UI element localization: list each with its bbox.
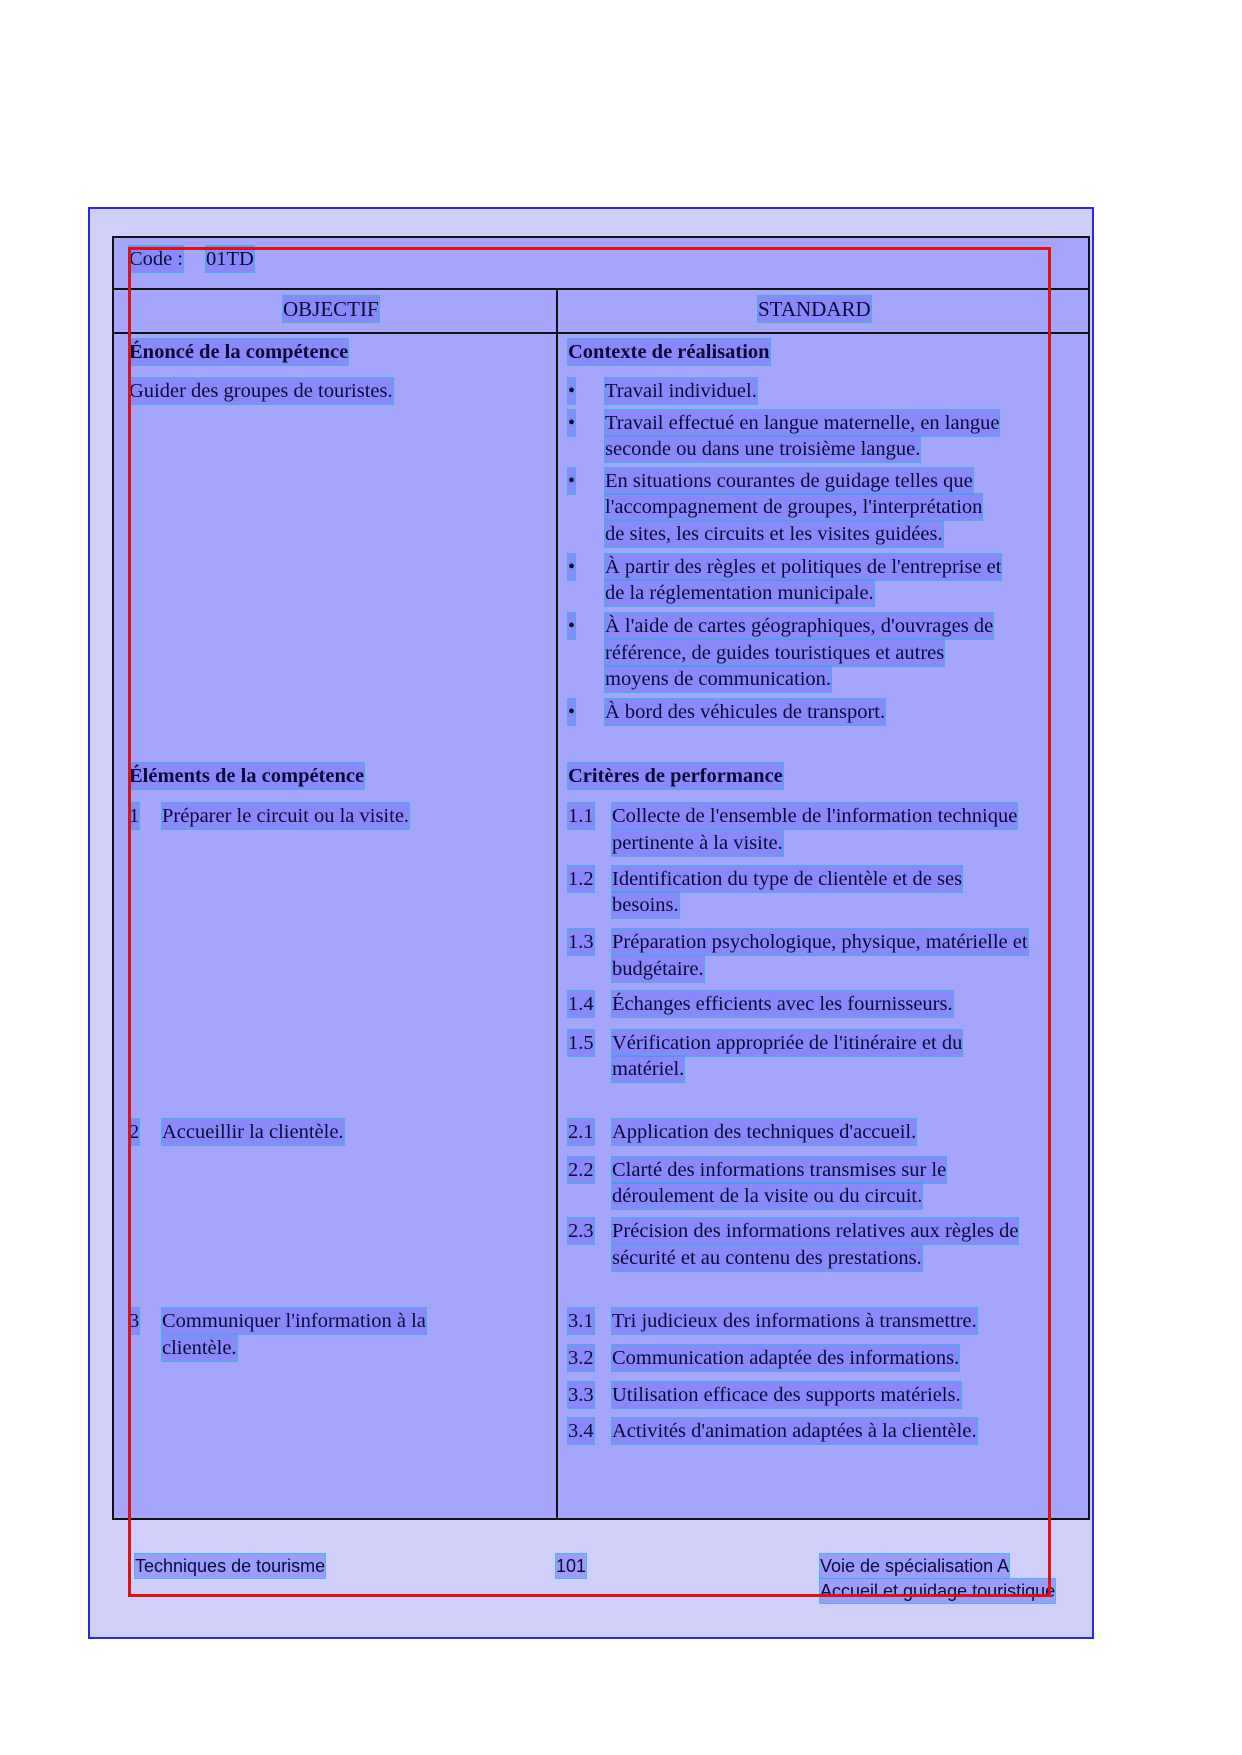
criteres-title: Critères de performance: [568, 765, 783, 787]
element-number: 3: [129, 1310, 140, 1332]
contexte-item: En situations courantes de guidage telles que: [605, 470, 973, 492]
critere-number: 1.5: [568, 1032, 594, 1054]
footer-page-number: 101: [556, 1556, 587, 1576]
critere-text: Activités d'animation adaptées à la clientèle.: [612, 1420, 977, 1442]
critere-number: 2.2: [568, 1159, 594, 1181]
bullet-icon: •: [568, 412, 576, 434]
header-divider: [114, 288, 1088, 290]
critere-number: 2.3: [568, 1220, 594, 1242]
element-text: Communiquer l'information à la: [162, 1310, 426, 1332]
contexte-item: Travail individuel.: [605, 380, 757, 402]
contexte-item: l'accompagnement de groupes, l'interprétation: [605, 496, 983, 518]
footer-program: Techniques de tourisme: [135, 1556, 326, 1576]
contexte-title: Contexte de réalisation: [568, 341, 770, 363]
critere-text: Clarté des informations transmises sur le: [612, 1159, 947, 1181]
critere-number: 1.1: [568, 805, 594, 827]
contexte-item: moyens de communication.: [605, 668, 832, 690]
critere-number: 2.1: [568, 1121, 594, 1143]
critere-text: Précision des informations relatives aux règles de: [612, 1220, 1019, 1242]
critere-text: Communication adaptée des informations.: [612, 1347, 960, 1369]
critere-text: Identification du type de clientèle et de ses: [612, 868, 963, 890]
element-text: clientèle.: [162, 1337, 237, 1359]
critere-text: Application des techniques d'accueil.: [612, 1121, 917, 1143]
critere-text: Tri judicieux des informations à transmettre.: [612, 1310, 977, 1332]
critere-text: pertinente à la visite.: [612, 832, 783, 854]
footer-specialisation: Voie de spécialisation A: [820, 1556, 1010, 1576]
critere-number: 1.4: [568, 993, 594, 1015]
critere-text: déroulement de la visite ou du circuit.: [612, 1185, 923, 1207]
contexte-item: À bord des véhicules de transport.: [605, 701, 886, 723]
critere-number: 3.2: [568, 1347, 594, 1369]
elements-title: Éléments de la compétence: [129, 765, 365, 787]
column-header-objectif: OBJECTIF: [283, 297, 379, 321]
element-text: Préparer le circuit ou la visite.: [162, 805, 410, 827]
enonce-title: Énoncé de la compétence: [129, 341, 349, 363]
critere-text: Collecte de l'ensemble de l'information technique: [612, 805, 1018, 827]
contexte-item: de la réglementation municipale.: [605, 582, 874, 604]
critere-text: budgétaire.: [612, 958, 704, 980]
element-text: Accueillir la clientèle.: [162, 1121, 344, 1143]
bullet-icon: •: [568, 615, 576, 637]
column-header-standard: STANDARD: [758, 297, 871, 321]
critere-text: matériel.: [612, 1058, 685, 1080]
contexte-item: À l'aide de cartes géographiques, d'ouvrages de: [605, 615, 994, 637]
column-header-divider: [114, 332, 1088, 334]
contexte-item: Travail effectué en langue maternelle, en langue: [605, 412, 1000, 434]
bullet-icon: •: [568, 701, 576, 723]
column-divider: [556, 288, 558, 1518]
bullet-icon: •: [568, 556, 576, 578]
critere-text: besoins.: [612, 894, 679, 916]
code-label: Code :: [129, 248, 184, 270]
critere-text: Échanges efficients avec les fournisseurs.: [612, 993, 953, 1015]
code-value: 01TD: [206, 248, 254, 270]
enonce-text: Guider des groupes de touristes.: [129, 380, 393, 402]
critere-text: Vérification appropriée de l'itinéraire et du: [612, 1032, 963, 1054]
critere-number: 3.4: [568, 1420, 594, 1442]
element-number: 1: [129, 805, 140, 827]
critere-text: Utilisation efficace des supports matériels.: [612, 1384, 961, 1406]
contexte-item: de sites, les circuits et les visites guidées.: [605, 523, 943, 545]
bullet-icon: •: [568, 470, 576, 492]
contexte-item: seconde ou dans une troisième langue.: [605, 438, 921, 460]
contexte-item: référence, de guides touristiques et autres: [605, 642, 945, 664]
critere-number: 1.2: [568, 868, 594, 890]
critere-number: 3.3: [568, 1384, 594, 1406]
critere-number: 1.3: [568, 931, 594, 953]
footer-specialisation-name: Accueil et guidage touristique: [820, 1581, 1056, 1601]
critere-text: Préparation psychologique, physique, matérielle et: [612, 931, 1028, 953]
contexte-item: À partir des règles et politiques de l'entreprise et: [605, 556, 1002, 578]
bullet-icon: •: [568, 380, 576, 402]
critere-text: sécurité et au contenu des prestations.: [612, 1247, 922, 1269]
element-number: 2: [129, 1121, 140, 1143]
critere-number: 3.1: [568, 1310, 594, 1332]
